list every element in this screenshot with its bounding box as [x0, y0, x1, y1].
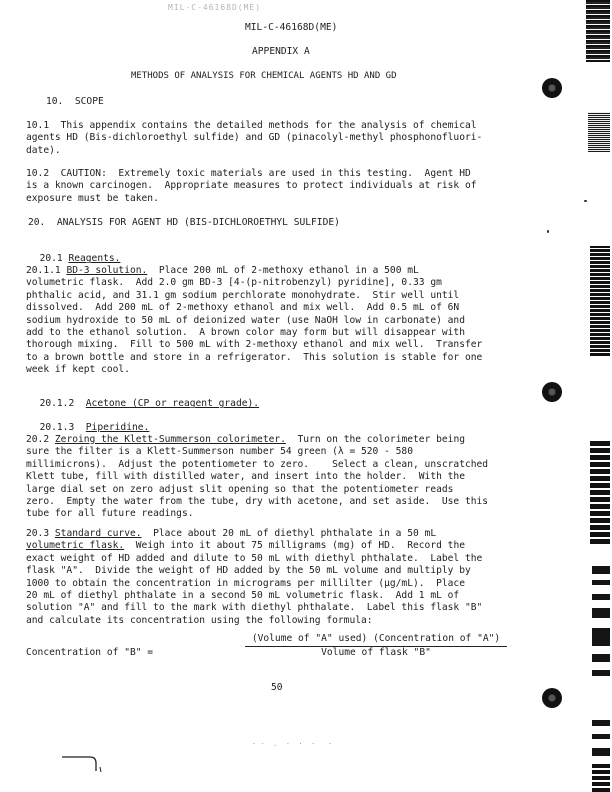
section-number: 20.1.3	[39, 422, 75, 434]
scan-bar	[592, 654, 610, 662]
text-line: Klett tube, fill with distilled water, and insert into the holder. With the	[26, 471, 465, 483]
text-line: exact weight of HD added and dilute to 50 mL with diethyl phthalate. Label the	[26, 552, 483, 564]
appendix-label: APPENDIX A	[252, 46, 310, 57]
scan-bar	[592, 580, 610, 585]
scan-bar	[588, 112, 610, 152]
text-line: volumetric flask. Add 2.0 gm BD-3 [4-(p-nitrobenzyl) pyridine], 0.33 gm	[26, 277, 442, 289]
formula-lhs: Concentration of "B" =	[26, 647, 154, 658]
text-line: add to the ethanol solution. A brown color may form but will disappear with	[26, 327, 465, 339]
binding-strip	[578, 0, 612, 792]
scan-residue-bottom: - - . - · - -	[252, 740, 333, 748]
section-20-1	[28, 241, 120, 266]
section-10-heading: 10. SCOPE	[46, 96, 104, 107]
text-line	[26, 265, 514, 277]
section-title: Standard curve.	[54, 528, 142, 539]
text-fragment: Place 200 mL of 2-methoxy ethanol in a 500 mL	[158, 265, 419, 276]
scan-speck	[547, 230, 549, 233]
text-line: millimicrons). Adjust the potentiometer to zero. Select a clean, unscratched	[26, 458, 489, 470]
text-line: large dial set on zero adjust slit opening so that the potentiometer reads	[26, 483, 454, 495]
text-line: and calculate its concentration using the following formula:	[26, 614, 373, 626]
scan-bar	[586, 0, 610, 62]
scan-bar	[592, 566, 610, 574]
text-line: to a brown bottle and store in a refrigerator. This solution is stable for one	[26, 351, 483, 363]
section-title: Zeroing the Klett-Summerson colorimeter.	[54, 434, 286, 445]
formula-denominator: Volume of flask "B"	[321, 647, 431, 658]
scan-bar	[592, 594, 610, 600]
scan-bar	[592, 720, 610, 726]
text-line: thorough mixing. Fill to 500 mL with 2-methoxy ethanol and mix well. Transfer	[26, 339, 483, 351]
section-title: Piperidine.	[85, 422, 150, 434]
text-line: sodium hydroxide to 50 mL of deionized water (use NaOH low in carbonate) and	[26, 314, 465, 326]
text-line: sure the filter is a Klett-Summerson number 54 green (λ = 520 - 580	[26, 446, 413, 458]
text-line: 20 mL of diethyl phthalate in a second 50 mL volumetric flask. Add 1 mL of	[26, 590, 460, 602]
text-line: agents HD (Bis-dichloroethyl sulfide) and GD (pinacolyl-methyl phosphonofluori-	[26, 132, 483, 144]
page-number: 50	[271, 682, 283, 693]
scan-artifact-bottom	[60, 745, 120, 775]
paragraph-20-1-1	[26, 265, 514, 377]
scan-speck	[584, 200, 587, 202]
paragraph-10-1	[26, 120, 514, 157]
text-line: week if kept cool.	[26, 364, 130, 376]
paragraph-10-2	[26, 168, 514, 205]
section-number: 20.1	[39, 253, 63, 265]
page-title: METHODS OF ANALYSIS FOR CHEMICAL AGENTS HD AND GD	[131, 71, 397, 81]
section-title: BD-3 solution.	[66, 265, 148, 276]
scan-bar	[590, 440, 610, 544]
text-line: is a known carcinogen. Appropriate measures to protect individuals at risk of	[26, 180, 477, 192]
text-line: 1000 to obtain the concentration in micrograms per millilter (µg/mL). Place	[26, 577, 465, 589]
scan-bar	[592, 734, 610, 739]
punch-hole-icon	[542, 78, 562, 98]
section-20-1-3	[28, 410, 149, 435]
section-number: 20.2	[26, 434, 50, 445]
section-number: 20.3	[26, 528, 50, 539]
text-fragment: Turn on the colorimeter being	[297, 434, 466, 445]
text-line: exposure must be taken.	[26, 192, 159, 204]
paragraph-20-2	[26, 434, 514, 521]
scan-bar	[592, 670, 610, 676]
punch-hole-icon	[542, 688, 562, 708]
text-fragment: Place about 20 mL of diethyl phthalate in a 50 mL	[153, 528, 437, 539]
text-line: phthalic acid, and 31.1 gm sodium perchlorate monohydrate. Stir well until	[26, 289, 460, 301]
text-line	[26, 434, 514, 446]
text-line: 10.2 CAUTION: Extremely toxic materials are used in this testing. Agent HD	[26, 168, 471, 179]
text-line: date).	[26, 144, 61, 156]
section-20-1-2	[28, 386, 259, 411]
formula-numerator: (Volume of "A" used) (Concentration of "A")	[251, 633, 501, 644]
section-20-heading: 20. ANALYSIS FOR AGENT HD (BIS-DICHLOROETHYL SULFIDE)	[28, 217, 340, 228]
section-title: Acetone (CP or reagent grade).	[85, 398, 260, 410]
scan-residue-top: MIL-C-46168D(ME)	[168, 3, 262, 12]
section-number: 20.1.1	[26, 265, 61, 276]
section-number: 20.1.2	[39, 398, 75, 410]
section-title-continued: volumetric flask.	[26, 540, 125, 552]
section-title: Reagents.	[68, 253, 121, 265]
text-line	[26, 528, 514, 540]
text-line: flask "A". Divide the weight of HD added by the 50 mL volume and multiply by	[26, 565, 471, 577]
scan-bar	[590, 246, 610, 356]
text-line	[26, 540, 514, 552]
text-fragment: Weigh into it about 75 milligrams (mg) of HD. Record the	[135, 540, 465, 552]
scan-bar	[592, 628, 610, 646]
text-line: 10.1 This appendix contains the detailed methods for the analysis of chemical	[26, 120, 477, 131]
text-line: zero. Empty the water from the tube, dry with acetone, and set aside. Use this	[26, 496, 489, 508]
scan-bar	[592, 608, 610, 618]
text-line: dissolved. Add 200 mL of 2-methoxy ethanol and mix well. Add 0.5 mL of 6N	[26, 302, 460, 314]
text-line: tube for all future readings.	[26, 508, 194, 520]
punch-hole-icon	[542, 382, 562, 402]
text-line: solution "A" and fill to the mark with diethyl phthalate. Label this flask "B"	[26, 602, 483, 614]
paragraph-20-3	[26, 528, 514, 627]
scan-bar	[592, 764, 610, 792]
scan-bar	[592, 748, 610, 756]
document-id: MIL-C-46168D(ME)	[245, 22, 338, 33]
